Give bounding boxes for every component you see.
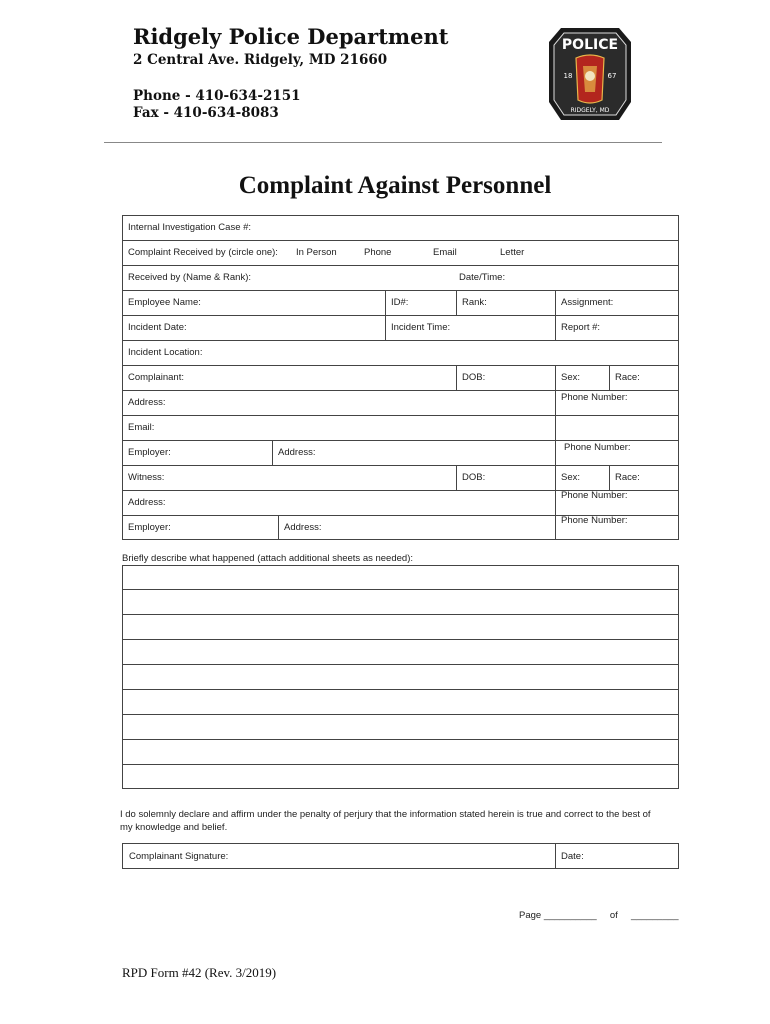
incident-time-field[interactable]: Incident Time: — [391, 322, 451, 333]
badge-top-text: POLICE — [561, 37, 619, 53]
method-letter[interactable]: Letter — [500, 247, 525, 258]
case-number-label: Internal Investigation Case #: — [128, 222, 252, 233]
assignment-field[interactable]: Assignment: — [561, 297, 614, 308]
describe-label: Briefly describe what happened (attach additional sheets as needed): — [122, 553, 413, 564]
witness-field[interactable]: Witness: — [128, 472, 165, 483]
method-phone[interactable]: Phone — [364, 247, 392, 258]
received-by-name-field[interactable]: Received by (Name & Rank): — [128, 272, 252, 283]
complainant-email-field[interactable]: Email: — [128, 422, 155, 433]
method-in-person[interactable]: In Person — [296, 247, 337, 258]
complainant-address-field[interactable]: Address: — [128, 397, 166, 408]
report-number-field[interactable]: Report #: — [561, 322, 601, 333]
rank-field[interactable]: Rank: — [462, 297, 487, 308]
witness-address-field[interactable]: Address: — [128, 497, 166, 508]
department-phone: Phone - 410-634-2151 — [133, 88, 301, 104]
department-name: Ridgely Police Department — [133, 24, 449, 49]
date-time-field[interactable]: Date/Time: — [459, 272, 506, 283]
department-fax: Fax - 410-634-8083 — [133, 105, 279, 121]
witness-sex-field[interactable]: Sex: — [561, 472, 581, 483]
complainant-dob-field[interactable]: DOB: — [462, 372, 486, 383]
received-method-label: Complaint Received by (circle one): — [128, 247, 278, 258]
complainant-signature-field[interactable]: Complainant Signature: — [129, 850, 229, 862]
incident-date-field[interactable]: Incident Date: — [128, 322, 187, 333]
employee-name-field[interactable]: Employee Name: — [128, 297, 201, 308]
complainant-employer-field[interactable]: Employer: — [128, 447, 171, 458]
declaration-text: I do solemnly declare and affirm under the penalty of perjury that the information stated herein is true and correct to the best of my knowledge and belief. — [120, 809, 651, 833]
witness-phone-field[interactable]: Phone Number: — [561, 490, 628, 501]
complainant-field[interactable]: Complainant: — [128, 372, 184, 383]
witness-dob-field[interactable]: DOB: — [462, 472, 486, 483]
department-address: 2 Central Ave. Ridgely, MD 21660 — [133, 52, 388, 68]
complainant-phone-field[interactable]: Phone Number: — [561, 392, 628, 403]
police-badge-logo — [547, 22, 633, 124]
signature-date-field[interactable]: Date: — [561, 850, 584, 862]
witness-race-field[interactable]: Race: — [615, 472, 640, 483]
witness-employer-address-field[interactable]: Address: — [284, 522, 322, 533]
complainant-race-field[interactable]: Race: — [615, 372, 640, 383]
witness-employer-phone-field[interactable]: Phone Number: — [561, 515, 628, 526]
svg-text:RIDGELY, MD: RIDGELY, MD — [570, 107, 610, 114]
form-title: Complaint Against Personnel — [238, 172, 552, 199]
employer-phone-field[interactable]: Phone Number: — [564, 442, 631, 453]
witness-employer-field[interactable]: Employer: — [128, 522, 171, 533]
header-divider — [104, 142, 662, 143]
form-footer: RPD Form #42 (Rev. 3/2019) — [122, 965, 277, 980]
id-number-field[interactable]: ID#: — [391, 297, 409, 308]
svg-text:18: 18 — [563, 72, 573, 80]
incident-location-field[interactable]: Incident Location: — [128, 347, 203, 358]
method-email[interactable]: Email — [433, 247, 457, 258]
employer-address-field[interactable]: Address: — [278, 447, 316, 458]
page-number: Page __________ of _________ — [519, 910, 679, 921]
svg-text:67: 67 — [607, 72, 617, 80]
complainant-sex-field[interactable]: Sex: — [561, 372, 581, 383]
